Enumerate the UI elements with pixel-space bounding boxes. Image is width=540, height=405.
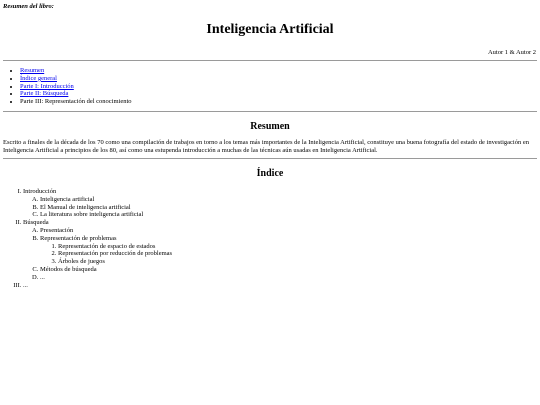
nav-link-parte-1[interactable]: Parte I: Introducción — [20, 82, 74, 90]
nav-item-parte-2 — [20, 90, 537, 98]
divider — [3, 158, 537, 159]
nav-link-resumen[interactable]: Resumen — [20, 67, 45, 74]
divider — [3, 111, 537, 112]
nav-link-parte-2[interactable]: Parte II: Búsqueda — [20, 90, 69, 98]
divider — [3, 60, 537, 61]
toc-chapter-label: Representación de problemas — [40, 234, 117, 242]
toc-part: III. ... — [23, 282, 537, 290]
toc-chapter: D. ... — [40, 274, 537, 282]
section-nav-list — [3, 67, 537, 106]
toc-part-label: Búsqueda — [23, 219, 49, 227]
toc-part — [23, 188, 537, 219]
resumen-paragraph: Escrito a finales de la década de los 70 como una compilación de trabajos en torno a los temas más importantes de la Inteligencia Artificial, constituye una buena fotografía del estado de investigación en Inteligencia Artificial a principios de los 80, así como una estupenda introducción a muchas de las técnicas aún usadas en Inteligencia Artificial. — [3, 138, 529, 154]
toc-chapter — [40, 235, 537, 266]
toc-section: 1. Representación de espacio de estados — [58, 243, 537, 251]
nav-item-resumen — [20, 67, 537, 75]
resumen-heading: Resumen — [250, 120, 290, 132]
authors-line: Autor 1 & Autor 2 — [487, 49, 536, 56]
toc-chapter-list — [23, 196, 537, 219]
page-title: Inteligencia Artificial — [206, 22, 334, 37]
nav-item-indice — [20, 75, 537, 83]
nav-item-parte-1 — [20, 83, 537, 91]
toc-chapter: A. Presentación — [40, 227, 537, 235]
toc-chapter: B. El Manual de inteligencia artificial — [40, 204, 537, 212]
nav-item-parte-3: • Parte III: Representación del conocimiento — [20, 98, 537, 106]
toc-section: 3. Árboles de juegos — [58, 258, 537, 266]
toc-chapter-list — [23, 227, 537, 282]
toc-section-list — [40, 243, 537, 266]
toc-part-label: Introducción — [23, 187, 57, 195]
indice-heading: Índice — [256, 167, 284, 179]
toc-section: 2. Representación por reducción de problemas — [58, 250, 537, 258]
table-of-contents — [3, 188, 537, 289]
book-label: Resumen del libro: — [3, 3, 54, 10]
nav-link-indice-general[interactable]: Índice general — [20, 74, 57, 82]
toc-part — [23, 219, 537, 281]
toc-chapter: A. Inteligencia artificial — [40, 196, 537, 204]
toc-chapter: C. Métodos de búsqueda — [40, 266, 537, 274]
toc-chapter: C. La literatura sobre inteligencia artificial — [40, 211, 537, 219]
